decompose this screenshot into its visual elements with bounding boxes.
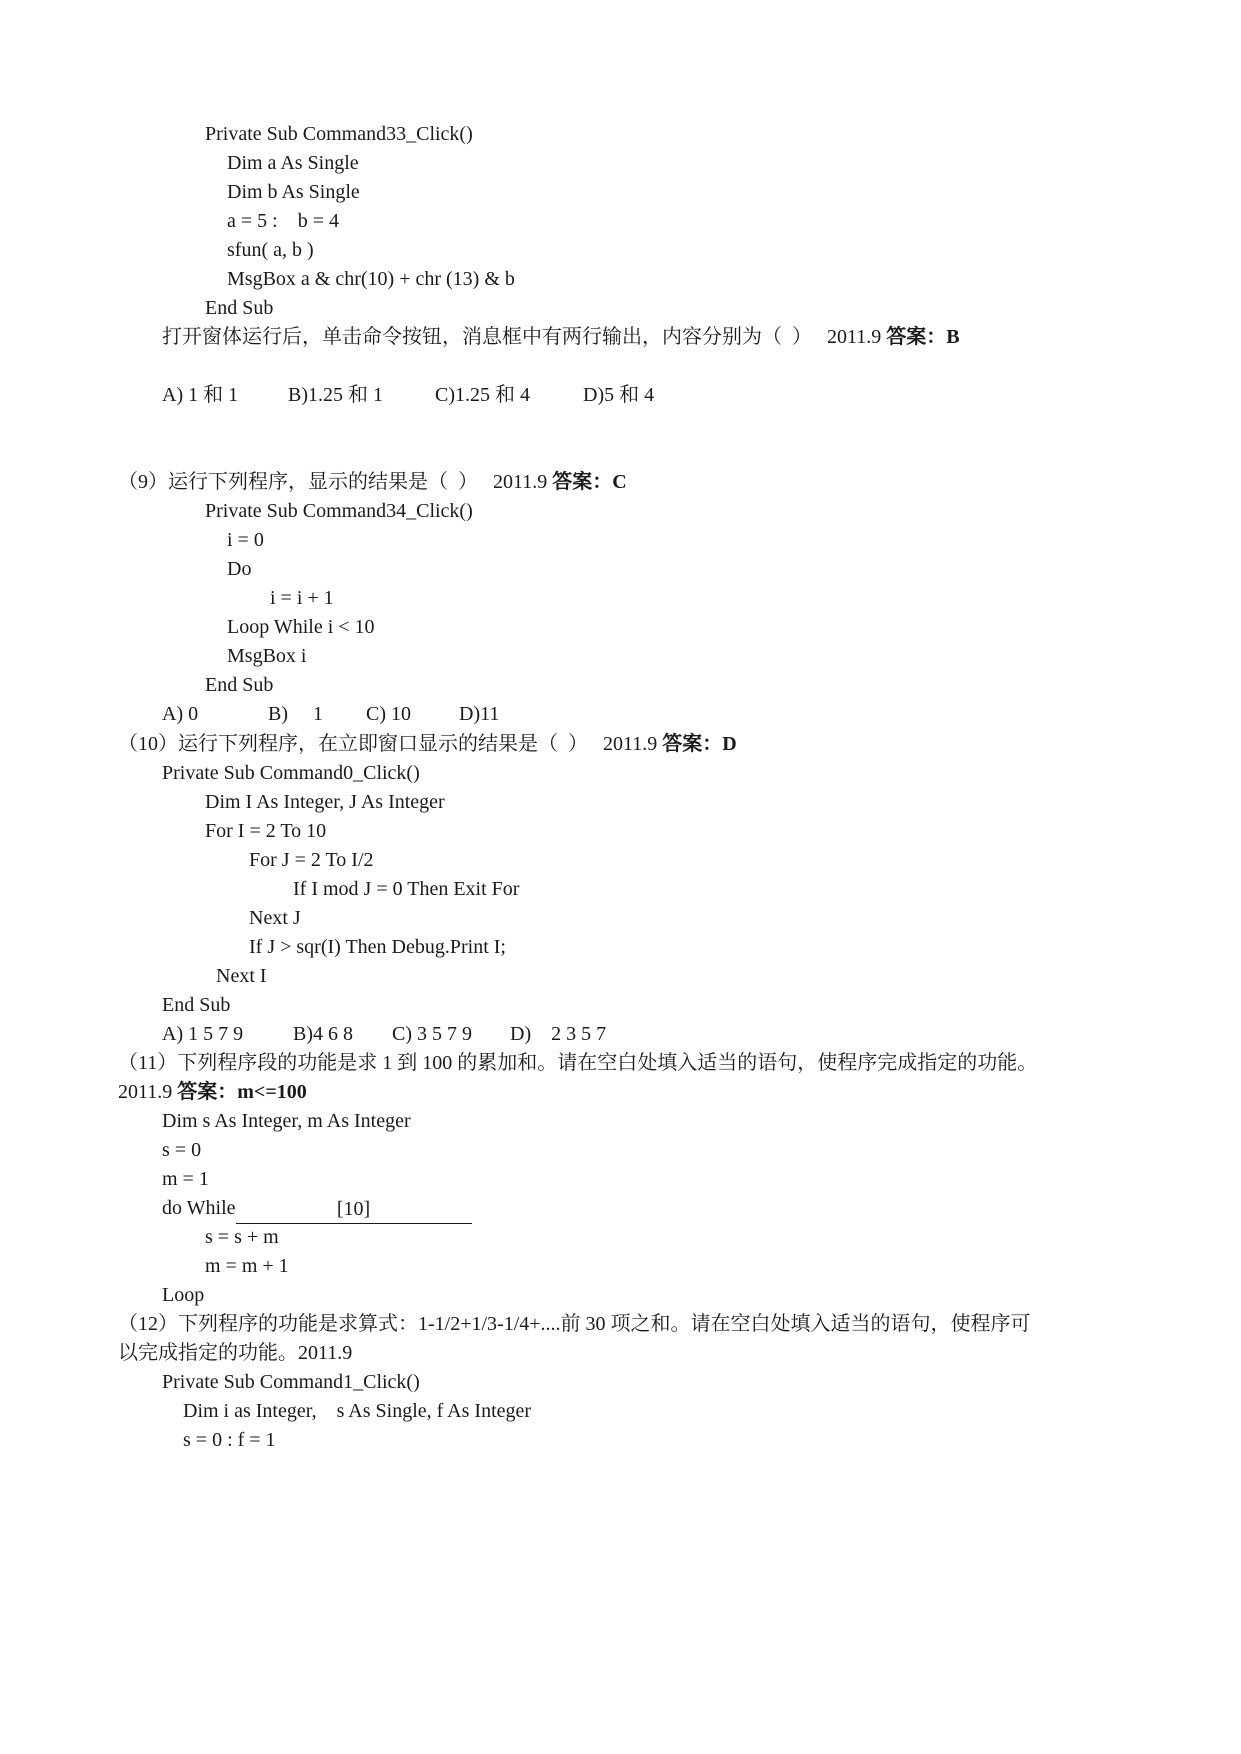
question-prompt: （9）运行下列程序，显示的结果是（ ） 2011.9 答案：C: [118, 471, 627, 493]
code-line: s = 0 : f = 1: [183, 1429, 276, 1451]
code-line: Do: [227, 558, 252, 580]
code-line: Dim s As Integer, m As Integer: [162, 1110, 411, 1132]
code-line: Dim I As Integer, J As Integer: [205, 791, 445, 813]
question-prompt-cont: 以完成指定的功能。2011.9: [118, 1342, 353, 1364]
code-line: If J > sqr(I) Then Debug.Print I;: [249, 936, 506, 958]
code-line: End Sub: [205, 297, 274, 319]
code-line: Loop: [162, 1284, 205, 1306]
option-b: B)4 6 8: [293, 1023, 353, 1045]
code-line: a = 5 : b = 4: [227, 210, 339, 232]
code-line: m = m + 1: [205, 1255, 289, 1277]
code-line: Private Sub Command1_Click(): [162, 1371, 420, 1393]
code-line: For J = 2 To I/2: [249, 849, 374, 871]
option-c: C) 10: [366, 703, 411, 725]
question-prompt-cont: 2011.9 答案：m<=100: [118, 1081, 307, 1103]
code-line: s = 0: [162, 1139, 202, 1161]
code-line: If I mod J = 0 Then Exit For: [293, 878, 520, 900]
code-line: For I = 2 To 10: [205, 820, 327, 842]
answer: 答案：D: [662, 733, 737, 755]
answer: 答案：C: [552, 471, 627, 493]
question-prompt: （11）下列程序段的功能是求 1 到 100 的累加和。请在空白处填入适当的语句，使程序完成指定的功能。: [118, 1052, 1038, 1074]
code-line: i = i + 1: [270, 587, 334, 609]
code-line: Dim b As Single: [227, 181, 360, 203]
code-line: m = 1: [162, 1168, 209, 1190]
code-line: Next J: [249, 907, 301, 929]
option-d: D)11: [459, 703, 500, 725]
option-d: D) 2 3 5 7: [510, 1023, 607, 1045]
code-line: do While [10]: [162, 1194, 472, 1223]
option-a: A) 1 5 7 9: [162, 1023, 244, 1045]
question-prompt: 打开窗体运行后，单击命令按钮，消息框中有两行输出，内容分别为（ ） 2011.9 答案：B: [162, 326, 960, 348]
code-line: Private Sub Command0_Click(): [162, 762, 420, 784]
option-c: C) 3 5 7 9: [392, 1023, 472, 1045]
option-a: A) 1 和 1: [162, 384, 239, 406]
option-c: C)1.25 和 4: [435, 384, 530, 406]
answer: 答案：m<=100: [177, 1081, 307, 1103]
code-line: End Sub: [205, 674, 274, 696]
code-line: End Sub: [162, 994, 231, 1016]
code-line: sfun( a, b ): [227, 239, 314, 261]
question-prompt: （12）下列程序的功能是求算式：1-1/2+1/3-1/4+....前 30 项之和。请在空白处填入适当的语句，使程序可: [118, 1313, 1031, 1335]
option-a: A) 0: [162, 703, 199, 725]
code-line: s = s + m: [205, 1226, 279, 1248]
fill-in-blank: [10]: [236, 1195, 472, 1224]
code-line: Next I: [216, 965, 267, 987]
answer: 答案：B: [886, 326, 960, 348]
code-line: Loop While i < 10: [227, 616, 375, 638]
option-b: B)1.25 和 1: [288, 384, 383, 406]
option-d: D)5 和 4: [583, 384, 655, 406]
question-prompt: （10）运行下列程序，在立即窗口显示的结果是（ ） 2011.9 答案：D: [118, 733, 737, 755]
code-line: i = 0: [227, 529, 264, 551]
option-b: B) 1: [268, 703, 323, 725]
code-line: Private Sub Command34_Click(): [205, 500, 473, 522]
code-line: Private Sub Command33_Click(): [205, 123, 473, 145]
code-line: Dim i as Integer, s As Single, f As Integer: [183, 1400, 532, 1422]
code-line: Dim a As Single: [227, 152, 359, 174]
code-line: MsgBox i: [227, 645, 307, 667]
code-line: MsgBox a & chr(10) + chr (13) & b: [227, 268, 515, 290]
